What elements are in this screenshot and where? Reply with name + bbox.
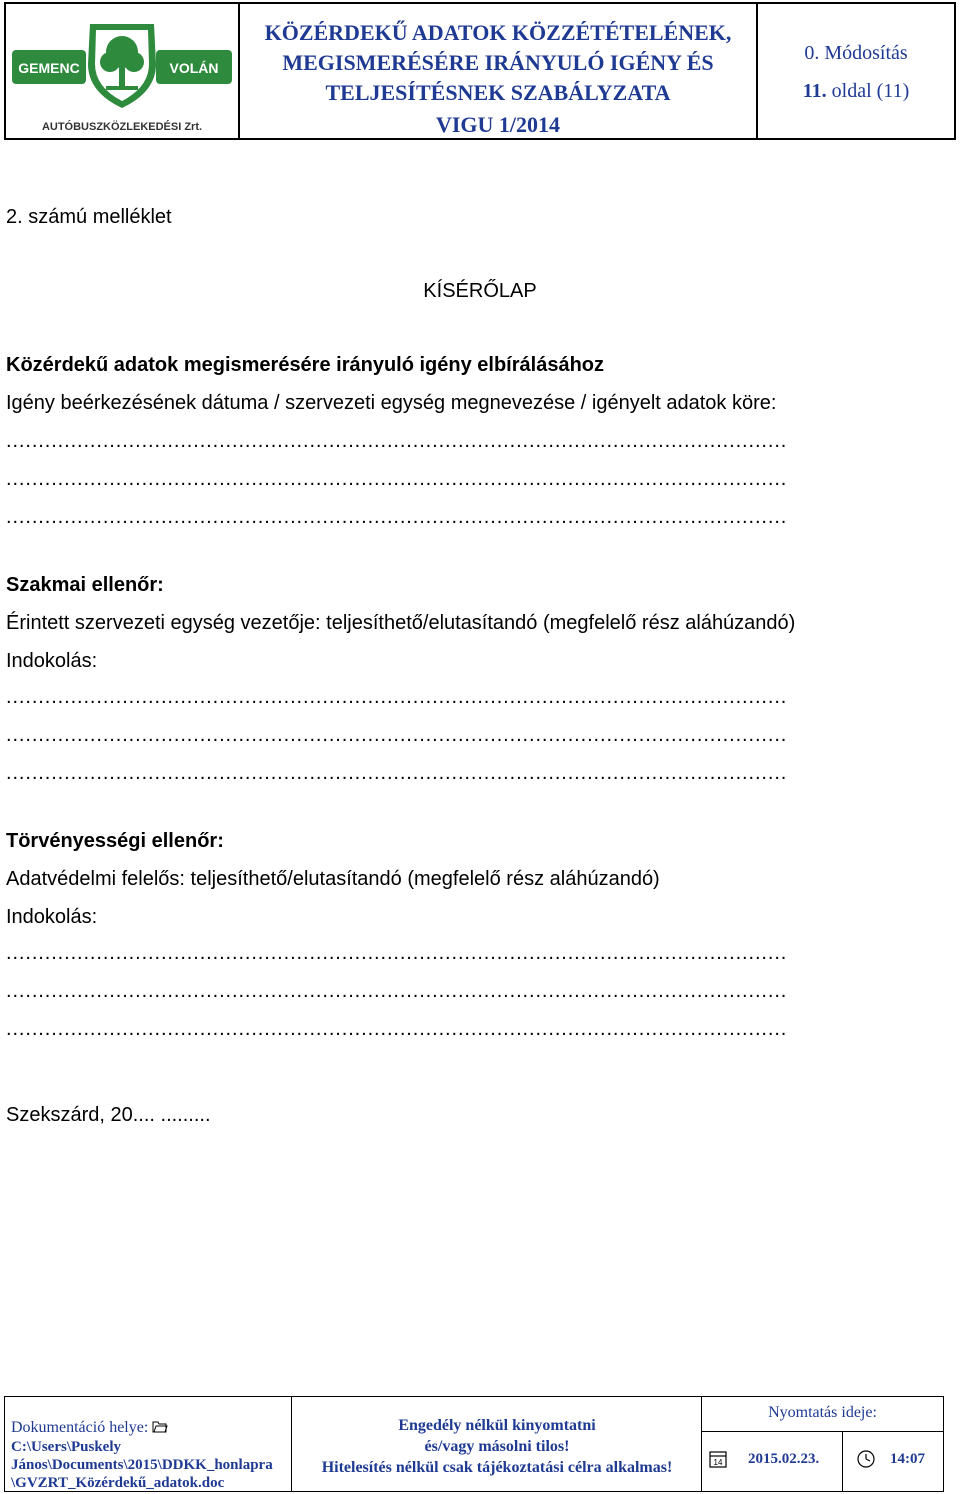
- document-code: VIGU 1/2014: [435, 112, 561, 137]
- svg-text:14: 14: [713, 1458, 723, 1467]
- header-revision-cell: [758, 4, 954, 138]
- svg-text:VOLÁN: VOLÁN: [169, 60, 219, 76]
- header-title-cell: [240, 4, 758, 138]
- gemenc-volan-logo: [6, 4, 238, 138]
- legal-dots-line-2: .........................................................................................................................: [6, 980, 788, 1002]
- print-date-cell: [702, 1431, 843, 1491]
- company-logo: [6, 4, 240, 138]
- documentation-location: [11, 1419, 168, 1437]
- notice-line-2: és/vagy másolni tilos!: [424, 1438, 570, 1455]
- print-date: 2015.02.23.: [748, 1451, 820, 1467]
- modification-label: 0. Módosítás: [804, 42, 908, 64]
- professional-dots-line-1: .........................................................................................................................: [6, 686, 788, 708]
- notice-line-3: Hitelesítés nélkül csak tájékoztatási célra alkalmas!: [321, 1459, 673, 1476]
- documentation-location-label: Dokumentáció helye:: [11, 1419, 149, 1436]
- footer-notice-cell: [292, 1397, 702, 1491]
- svg-text:AUTÓBUSZKÖZLEKEDÉSI Zrt.: AUTÓBUSZKÖZLEKEDÉSI Zrt.: [41, 121, 203, 133]
- professional-dots-line-2: .........................................................................................................................: [6, 724, 788, 746]
- page-suffix: oldal (11): [831, 80, 910, 102]
- file-path-line-1: C:\Users\Puskely: [11, 1439, 121, 1455]
- request-dots-line-2: .........................................................................................................................: [6, 468, 788, 490]
- file-path-line-2: János\Documents\2015\DDKK_honlapra: [11, 1457, 273, 1473]
- annex-label: 2. számú melléklet: [6, 206, 172, 228]
- professional-justification-label: Indokolás:: [6, 650, 98, 672]
- print-time-label: Nyomtatás ideje:: [702, 1397, 943, 1432]
- document-footer: [4, 1396, 944, 1492]
- notice-line-1: Engedély nélkül kinyomtatni: [398, 1417, 596, 1434]
- calendar-icon: [708, 1449, 728, 1469]
- request-details-label: Igény beérkezésének dátuma / szervezeti egység megnevezése / igényelt adatok köre:: [6, 392, 777, 414]
- form-subtitle: Közérdekű adatok megismerésére irányuló igény elbírálásához: [6, 354, 605, 376]
- title-line-1: KÖZÉRDEKŰ ADATOK KÖZZÉTÉTELÉNEK,: [264, 20, 732, 45]
- request-dots-line-3: .........................................................................................................................: [6, 506, 788, 528]
- legal-justification-label: Indokolás:: [6, 906, 98, 928]
- title-line-2: MEGISMERÉSÉRE IRÁNYULÓ IGÉNY ÉS: [282, 50, 714, 75]
- footer-location-cell: [5, 1397, 292, 1491]
- professional-reviewer-line: Érintett szervezeti egység vezetője: teljesíthető/elutasítandó (megfelelő rész aláhúzandó): [6, 612, 796, 634]
- document-header: [4, 2, 956, 140]
- legal-dots-line-3: .........................................................................................................................: [6, 1018, 788, 1040]
- clock-icon: [856, 1449, 876, 1469]
- form-title: KÍSÉRŐLAP: [423, 280, 537, 302]
- page-number: 11.: [802, 80, 827, 102]
- file-path-line-3: \GVZRT_Közérdekű_adatok.doc: [11, 1475, 225, 1491]
- professional-dots-line-3: .........................................................................................................................: [6, 762, 788, 784]
- professional-reviewer-heading: Szakmai ellenőr:: [6, 574, 164, 596]
- title-line-3: TELJESÍTÉSNEK SZABÁLYZATA: [325, 80, 671, 105]
- legal-reviewer-line: Adatvédelmi felelős: teljesíthető/elutasítandó (megfelelő rész aláhúzandó): [6, 868, 660, 890]
- page-indicator: [758, 80, 954, 103]
- svg-text:GEMENC: GEMENC: [18, 60, 80, 76]
- legal-dots-line-1: .........................................................................................................................: [6, 942, 788, 964]
- legal-reviewer-heading: Törvényességi ellenőr:: [6, 830, 224, 852]
- print-time-cell: [842, 1431, 943, 1491]
- print-time: 14:07: [890, 1451, 925, 1467]
- regulation-title: [240, 18, 756, 108]
- folder-icon: [152, 1419, 168, 1433]
- footer-print-cell: [702, 1397, 943, 1491]
- request-dots-line-1: .........................................................................................................................: [6, 430, 788, 452]
- place-and-date: Szekszárd, 20.... .........: [6, 1104, 211, 1126]
